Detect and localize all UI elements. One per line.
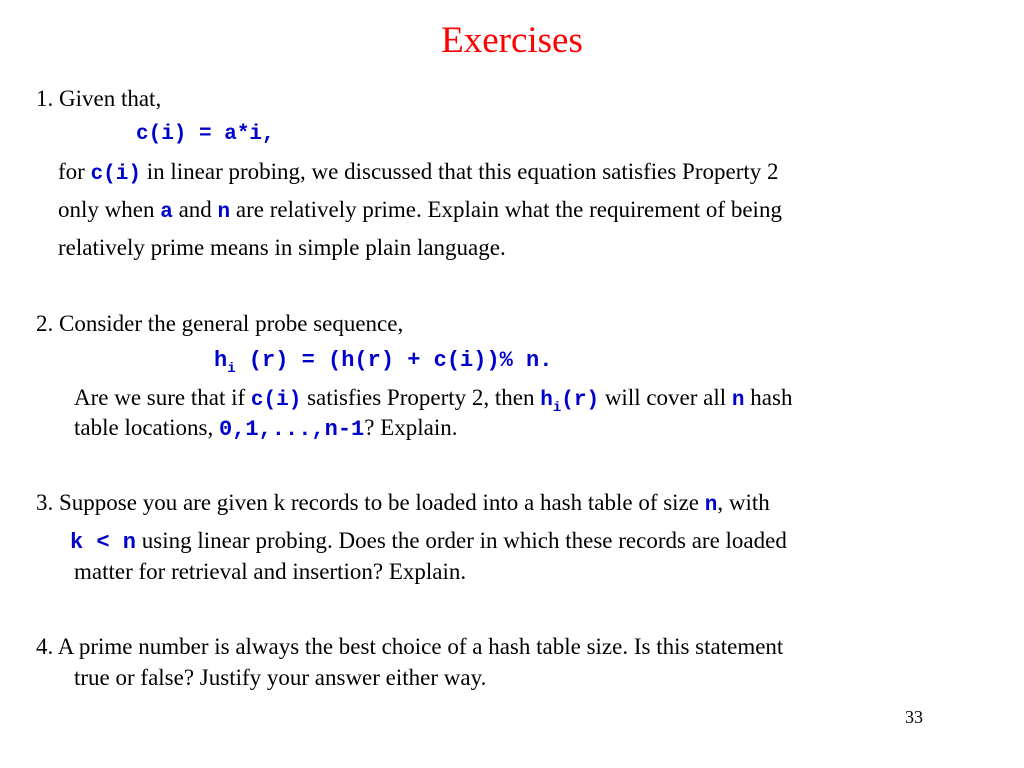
ex4-line2: true or false? Justify your answer either way.: [74, 665, 487, 690]
ex2-l3-text-c: will cover all: [599, 385, 732, 410]
ex2-formula: [214, 347, 552, 377]
ex2-l3-n: n: [731, 389, 745, 412]
ex1-line4: [58, 196, 782, 227]
ex1-formula: c(i) = a*i,: [136, 123, 275, 146]
ex2-l3-sub: i: [552, 400, 562, 416]
ex2-formula-h: h: [214, 348, 228, 373]
ex1-l4-code-a: a: [160, 201, 173, 224]
ex2-line1: 2. Consider the general probe sequence,: [36, 311, 404, 336]
ex2-l3-code: c(i): [250, 389, 302, 412]
ex2-l3-text-d: hash: [744, 385, 793, 410]
ex1-line3: [58, 158, 779, 189]
ex3-l2-code: k < n: [70, 530, 137, 555]
ex1-l4-code-n: n: [217, 201, 231, 224]
ex3-l2-text: using linear probing. Does the order in which these records are loaded: [136, 528, 787, 553]
ex1-l3-text-b: in linear probing, we discussed that this equation satisfies Property 2: [141, 159, 779, 184]
ex3-l1-code: n: [704, 494, 718, 517]
ex3-line3: matter for retrieval and insertion? Explain.: [74, 559, 467, 584]
ex2-l3-h: h: [540, 389, 553, 412]
page-number: 33: [905, 707, 923, 727]
ex3-line2: [70, 527, 787, 557]
ex2-l4-text-a: table locations,: [74, 415, 219, 440]
ex2-l3-text-b: satisfies Property 2, then: [301, 385, 541, 410]
ex1-line5: relatively prime means in simple plain language.: [58, 235, 506, 260]
ex4-line1: 4. A prime number is always the best choice of a hash table size. Is this statement: [36, 634, 784, 659]
ex2-line3: [74, 384, 792, 416]
ex1-l4-text-c: are relatively prime. Explain what the requirement of being: [230, 197, 782, 222]
ex1-l4-text-b: and: [172, 197, 218, 222]
ex1-l4-text-a: only when: [58, 197, 161, 222]
ex2-l3-r: (r): [561, 389, 600, 412]
ex2-formula-rest: (r) = (h(r) + c(i))% n.: [235, 348, 553, 373]
ex1-l3-text-a: for: [58, 159, 91, 184]
ex2-l4-code: 0,1,...,n-1: [219, 417, 365, 442]
ex2-line4: [74, 414, 457, 444]
ex3-l1-text-a: 3. Suppose you are given k records to be loaded into a hash table of size: [36, 490, 705, 515]
ex1-line1: 1. Given that,: [36, 86, 162, 111]
ex3-l1-text-b: , with: [717, 490, 770, 515]
slide-title: Exercises: [441, 20, 583, 61]
ex1-l3-code: c(i): [90, 163, 141, 186]
ex2-l4-text-b: ? Explain.: [364, 415, 458, 440]
ex2-l3-text-a: Are we sure that if: [74, 385, 251, 410]
ex2-formula-sub: i: [227, 361, 236, 377]
ex3-line1: [36, 489, 770, 520]
